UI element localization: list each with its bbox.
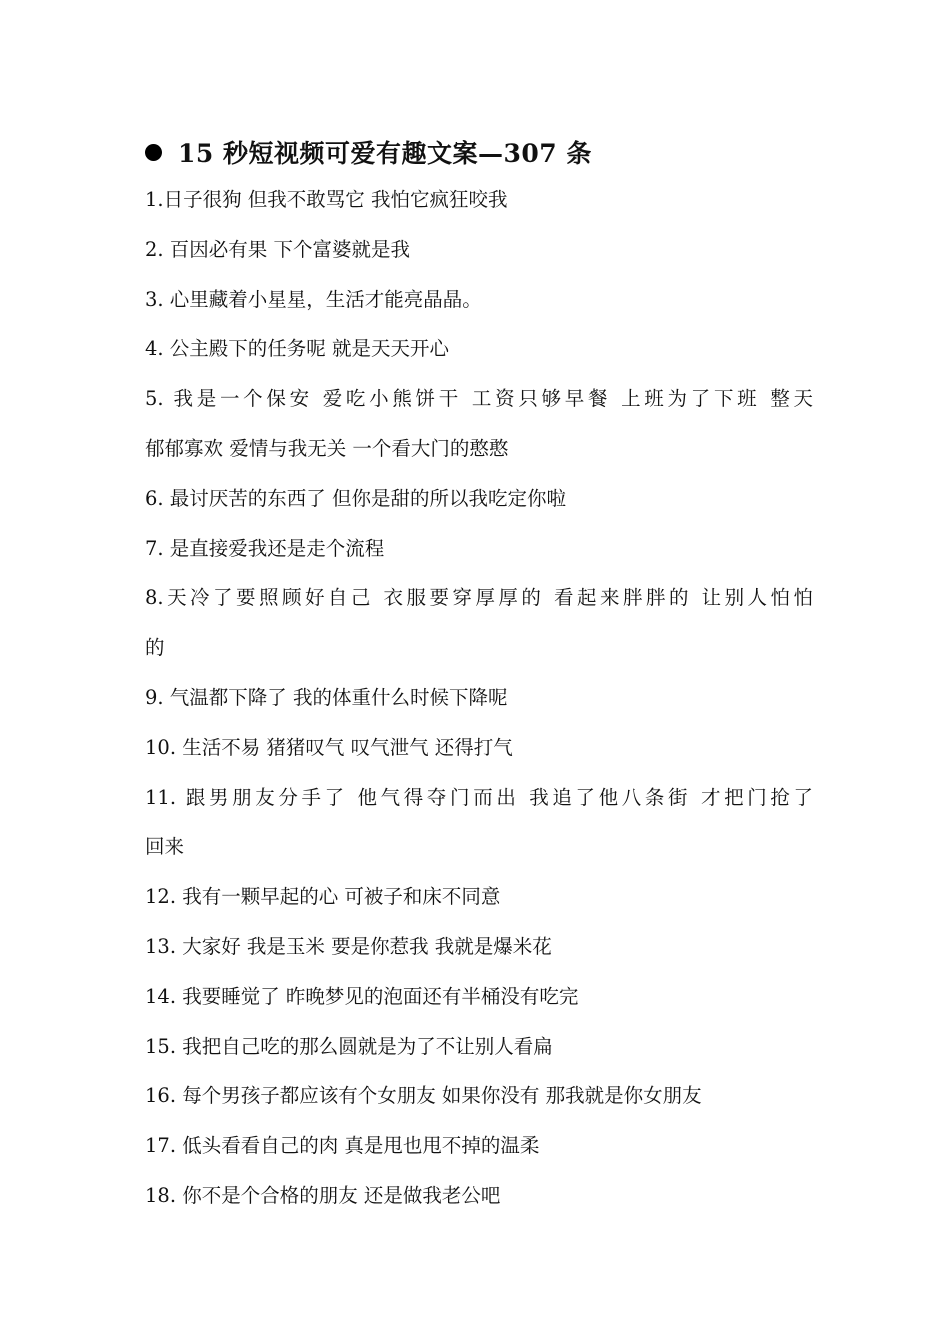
list-item: 3. 心里藏着小星星，生活才能亮晶晶。 xyxy=(145,287,482,311)
list-item: 10. 生活不易 猪猪叹气 叹气泄气 还得打气 xyxy=(145,735,513,759)
caption-list xyxy=(145,175,813,1221)
list-item: 1.日子很狗 但我不敢骂它 我怕它疯狂咬我 xyxy=(145,188,508,211)
list-item: 17. 低头看看自己的肉 真是甩也甩不掉的温柔 xyxy=(145,1134,540,1158)
list-item: 16. 每个男孩子都应该有个女朋友 如果你没有 那我就是你女朋友 xyxy=(145,1084,702,1108)
list-item: 9. 气温都下降了 我的体重什么时候下降呢 xyxy=(145,685,508,709)
list-item-continuation: 回来 xyxy=(145,835,185,859)
list-item-continuation: 郁郁寡欢 爱情与我无关 一个看大门的憨憨 xyxy=(145,436,509,460)
list-item: 14. 我要睡觉了 昨晚梦见的泡面还有半桶没有吃完 xyxy=(145,984,579,1008)
document-heading xyxy=(145,130,845,174)
list-item: 6. 最讨厌苦的东西了 但你是甜的所以我吃定你啦 xyxy=(145,486,567,510)
list-item: 2. 百因必有果 下个富婆就是我 xyxy=(145,237,411,261)
list-item: 13. 大家好 我是玉米 要是你惹我 我就是爆米花 xyxy=(145,934,552,958)
document-title: 15 秒短视频可爱有趣文案—307 条 xyxy=(178,139,592,168)
list-item: 18. 你不是个合格的朋友 还是做我老公吧 xyxy=(145,1183,501,1207)
list-item: 11. 跟男朋友分手了 他气得夺门而出 我追了他八条街 才把门抢了 xyxy=(145,785,813,809)
bullet-icon xyxy=(145,144,162,161)
list-item-continuation: 的 xyxy=(145,636,165,660)
list-item: 7. 是直接爱我还是走个流程 xyxy=(145,536,385,560)
list-item: 8.天冷了要照顾好自己 衣服要穿厚厚的 看起来胖胖的 让别人怕怕 xyxy=(145,586,813,610)
list-item: 4. 公主殿下的任务呢 就是天天开心 xyxy=(145,337,450,361)
list-item: 5. 我是一个保安 爱吃小熊饼干 工资只够早餐 上班为了下班 整天 xyxy=(145,387,813,411)
list-item: 15. 我把自己吃的那么圆就是为了不让别人看扁 xyxy=(145,1034,553,1058)
list-item: 12. 我有一颗早起的心 可被子和床不同意 xyxy=(145,885,501,909)
